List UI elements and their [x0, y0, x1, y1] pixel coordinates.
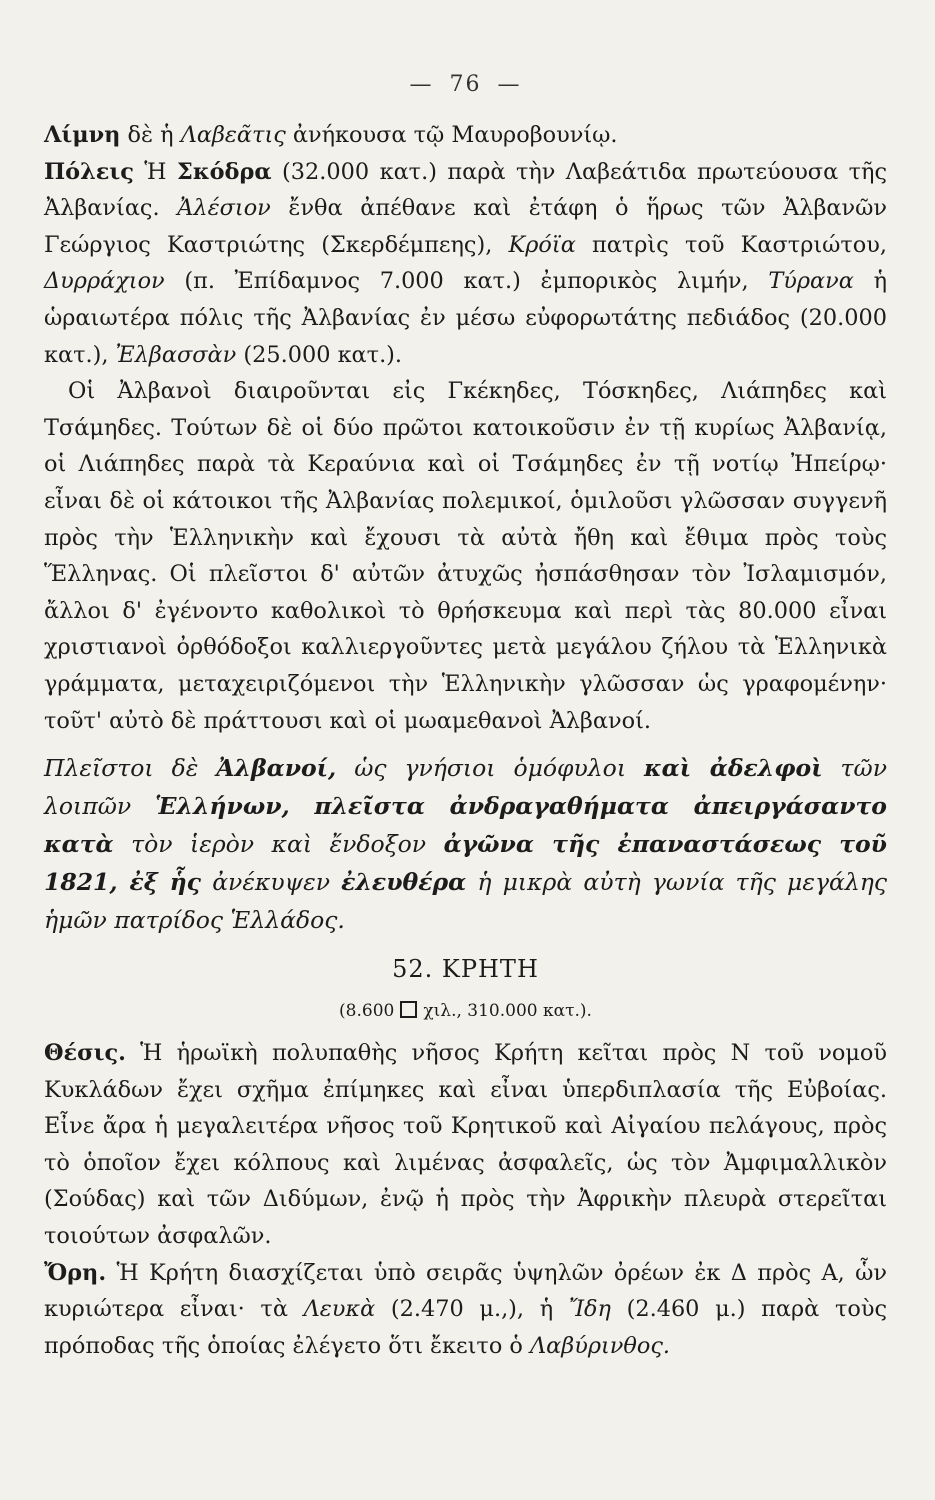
- page-number: [44, 72, 887, 97]
- mountains-text-1: Ἡ Κρήτη διασχίζεται ὑπὸ σειρᾶς ὑψηλῶν ὀρέων ἐκ Δ πρὸς Α, ὧν κυριώτερα εἶναι· τὰ: [44, 1259, 887, 1323]
- dash-left: —: [409, 72, 434, 97]
- section-heading: 52. ΚΡΗΤΗ: [392, 955, 539, 984]
- position-paragraph: [44, 1035, 887, 1255]
- lake-label: Λίμνη: [44, 122, 121, 148]
- closing-bold-3: Ἑλλήνων, πλεῖστα ἀνδραγαθήματα ἀπειργάσαντο κατὰ: [44, 792, 887, 859]
- mountains-text-3: (2.460 μ.) παρὰ τοὺς πρόποδας τῆς ὁποίας ἐλέγετο ὅτι ἔκειτο ὁ: [44, 1296, 887, 1359]
- closing-text-6: ἡ μικρὰ αὐτὴ γωνία τῆς μεγάλης ἡμῶν πατρίδος Ἑλλάδος.: [44, 868, 887, 935]
- people-paragraph: Οἱ Ἀλβανοὶ διαιροῦνται εἰς Γκέκηδες, Τόσκηδες, Λιάπηδες καὶ Τσάμηδες. Τούτων δὲ οἱ δύο πρῶτοι κατοικοῦσιν ἐν τῇ κυρίως Ἀλβανίᾳ, οἱ Λιάπηδες παρὰ τὰ Κεραύνια καὶ οἱ Τσάμηδες ἐν τῇ νοτίῳ Ἠπείρῳ· εἶναι δὲ οἱ κάτοικοι τῆς Ἀλβανίας πολεμικοί, ὁμιλοῦσι γλῶσσαν συγγενῆ πρὸς τὴν Ἑλληνικὴν καὶ ἔχουσι τὰ αὐτὰ ἤθη καὶ ἔθιμα πρὸς τοὺς Ἕλληνας. Οἱ πλεῖστοι δ' αὐτῶν ἀτυχῶς ἠσπάσθησαν τὸν Ἰσλαμισμόν, ἄλλοι δ' ἐγένοντο καθολικοὶ τὸ θρήσκευμα καὶ περὶ τὰς 80.000 εἶναι χριστιανοὶ ὀρθόδοξοι καλλιεργοῦντες μετὰ μεγάλου ζήλου τὰ Ἑλληνικὰ γράμματα, μεταχειριζόμενοι τὴν Ἑλληνικὴν γλῶσσαν ὡς γραφομένην· τοῦτ' αὐτὸ δὲ πράττουσι καὶ οἱ μωαμεθανοὶ Ἀλβανοί.: [44, 378, 887, 734]
- cities-text-7: (25.000 κατ.).: [236, 341, 403, 368]
- capital-name: Σκόδρα: [176, 158, 272, 185]
- position-label: Θέσις.: [44, 1040, 126, 1067]
- cities-paragraph: [44, 154, 887, 374]
- area-value: (8.600: [339, 1001, 395, 1022]
- lake-name: Λαβεᾶτις: [180, 122, 286, 148]
- dyrrachio-name: Δυρράχιον: [44, 268, 165, 295]
- closing-bold-1: Ἀλβανοί,: [216, 754, 337, 783]
- closing-paragraph: [44, 749, 887, 939]
- lefka-name: Λευκὰ: [303, 1296, 376, 1323]
- closing-bold-4: ἀγῶνα τῆς ἐπαναστάσεως τοῦ 1821, ἐξ ἧς: [44, 830, 887, 897]
- closing-text-1: Πλεῖστοι δὲ: [44, 754, 217, 783]
- idi-name: Ἴδη: [568, 1296, 611, 1323]
- closing-text-3: τῶν λοιπῶν: [44, 754, 887, 821]
- labyrinth-name: Λαβύρινθος.: [530, 1332, 671, 1359]
- closing-text-2: ὡς γνήσιοι ὁμόφυλοι: [336, 754, 644, 783]
- cities-text-4: πατρὶς τοῦ Καστριώτου,: [575, 231, 887, 258]
- closing-text-4: τὸν ἱερὸν καὶ ἔνδοξον: [113, 830, 444, 859]
- square-symbol-icon: [400, 1001, 417, 1018]
- alesio-name: Ἀλέσιον: [177, 195, 271, 222]
- cities-text-1: Ἡ: [133, 158, 177, 185]
- area-population-line: [44, 1001, 887, 1021]
- mountains-text-2: (2.470 μ.,), ἡ: [375, 1296, 569, 1323]
- closing-bold-5: ἐλευθέρα: [341, 868, 467, 897]
- cities-text-2: (32.000 κατ.) παρὰ τὴν Λαβεάτιδα πρωτεύουσα τῆς Ἀλβανίας.: [44, 158, 887, 222]
- cities-text-5: (π. Ἐπίδαμνος 7.000 κατ.) ἐμπορικὸς λιμήν,: [164, 268, 769, 295]
- lake-text-2: ἀνήκουσα τῷ Μαυροβουνίῳ.: [285, 122, 618, 148]
- mountains-paragraph: [44, 1255, 887, 1365]
- dash-right: —: [497, 72, 522, 97]
- area-unit-population: χιλ., 310.000 κατ.).: [423, 1001, 592, 1022]
- elvasan-name: Ἐλβασσὰν: [115, 341, 237, 368]
- kroia-name: Κρόϊα: [508, 231, 576, 258]
- lake-text-1: δὲ ἡ: [120, 122, 181, 148]
- page-number-value: 76: [449, 72, 482, 97]
- position-text: Ἡ ἡρωϊκὴ πολυπαθὴς νῆσος Κρήτη κεῖται πρὸς Ν τοῦ νομοῦ Κυκλάδων ἔχει σχῆμα ἐπίμηκες καὶ εἶναι ὑπερδιπλασία τῆς Εὐβοίας. Εἶνε ἄρα ἡ μεγαλειτέρα νῆσος τοῦ Κρητικοῦ καὶ Αἰγαίου πελάγους, πρὸς τὸ ὁποῖον ἔχει κόλπους καὶ λιμένας ἀσφαλεῖς, ὡς τὸν Ἀμφιμαλλικὸν (Σούδας) καὶ τῶν Διδύμων, ἐνῷ ἡ πρὸς τὴν Ἀφρικὴν πλευρὰ στερεῖται τοιούτων ἀσφαλῶν.: [44, 1040, 887, 1250]
- lake-paragraph: [44, 117, 887, 154]
- tyrana-name: Τύρανα: [768, 268, 854, 295]
- cities-text-6: ἡ ὡραιωτέρα πόλις τῆς Ἀλβανίας ἐν μέσω εὐφορωτάτης πεδιάδος (20.000 κατ.),: [44, 268, 887, 368]
- mountains-label: Ὄρη.: [44, 1259, 107, 1286]
- closing-text-5: ἀνέκυψεν: [201, 868, 342, 897]
- cities-label: Πόλεις: [44, 158, 134, 185]
- cities-text-3: ἔνθα ἀπέθανε καὶ ἐτάφη ὁ ἥρως τῶν Ἀλβανῶν Γεώργιος Καστριώτης (Σκερδέμπεης),: [44, 195, 887, 258]
- closing-bold-2: καὶ ἀδελφοὶ: [644, 754, 823, 783]
